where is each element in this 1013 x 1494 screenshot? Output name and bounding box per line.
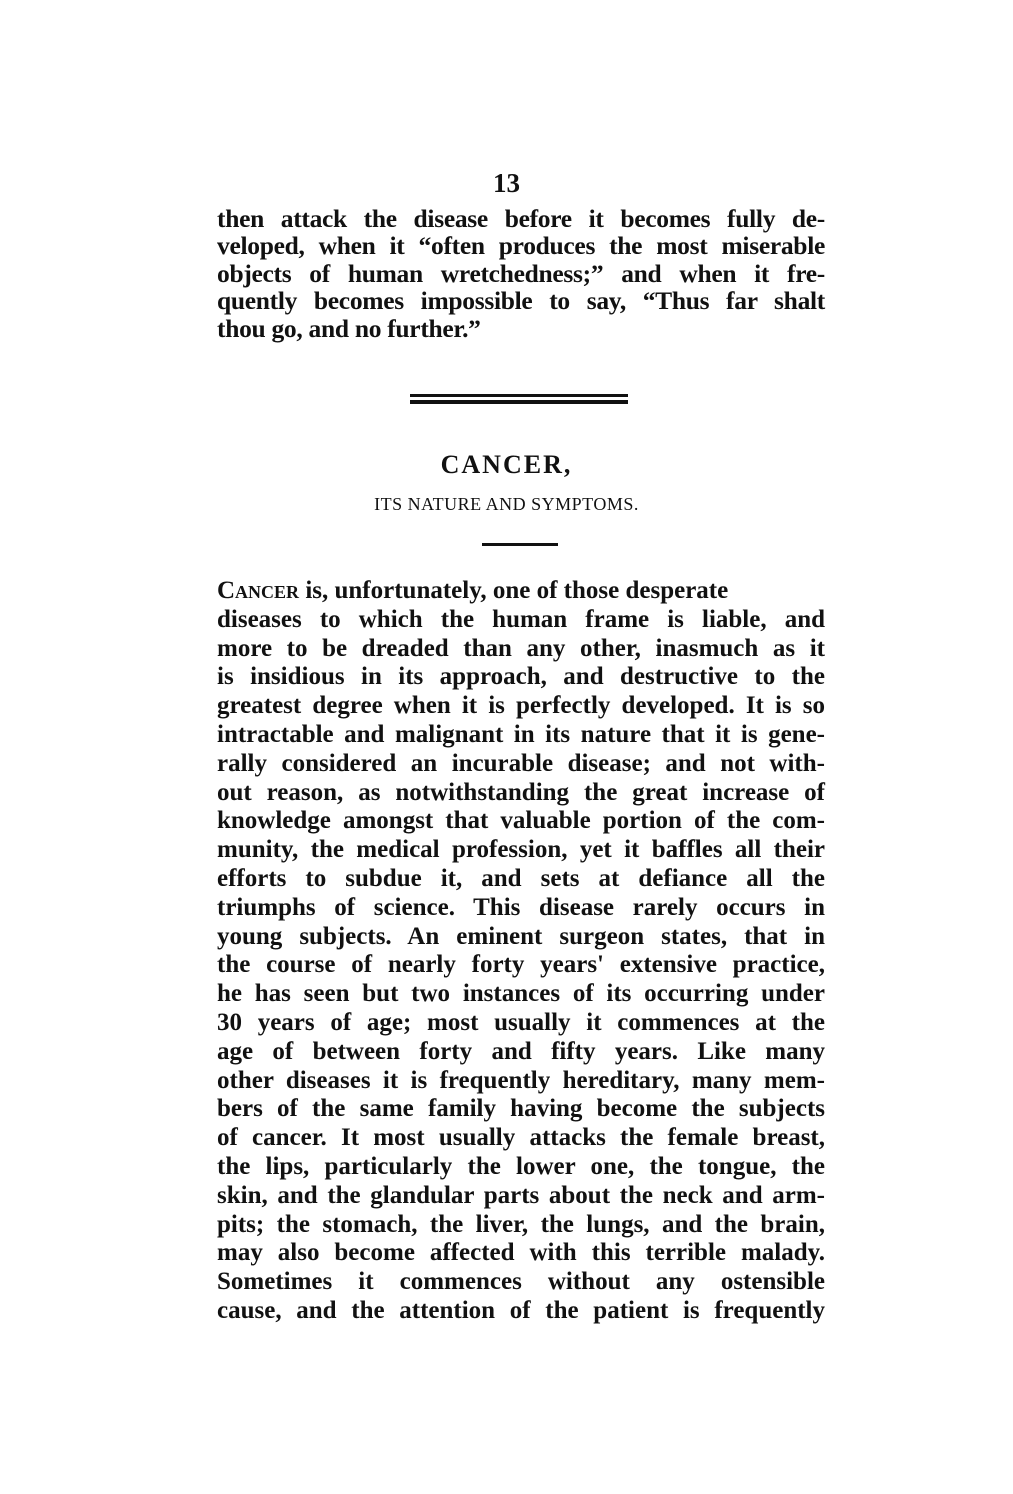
text-line: young subjects. An eminent surgeon states, that in xyxy=(217,922,825,950)
text-line: greatest degree when it is perfectly developed. It is so xyxy=(217,692,825,720)
text-line: veloped, when it “often produces the most miserable xyxy=(217,231,825,261)
text-line: is insidious in its approach, and destructive to the xyxy=(217,663,825,691)
text-line: 30 years of age; most usually it commences at the xyxy=(217,1008,825,1036)
section-subtitle: ITS NATURE AND SYMPTOMS. xyxy=(374,494,639,514)
text-line: the lips, particularly the lower one, the tongue, the xyxy=(217,1152,825,1180)
text-line: age of between forty and fifty years. Like many xyxy=(217,1037,825,1065)
drop-word: Cancer xyxy=(217,577,300,604)
text-line: thou go, and no further.” xyxy=(217,313,481,343)
text-line: intractable and malignant in its nature that it is gene- xyxy=(217,720,825,748)
short-rule-divider xyxy=(482,543,558,546)
text-line: Sometimes it commences without any ostensible xyxy=(217,1268,825,1296)
text-line: pits; the stomach, the liver, the lungs, and the brain, xyxy=(217,1210,825,1238)
double-rule-divider xyxy=(410,394,628,397)
text-line xyxy=(217,577,825,606)
body-paragraph xyxy=(217,577,825,1326)
text-line: rally considered an incurable disease; and not with- xyxy=(217,749,825,777)
intro-paragraph xyxy=(217,205,825,342)
text-line: other diseases it is frequently hereditary, many mem- xyxy=(217,1066,825,1094)
text-line: quently becomes impossible to say, “Thus far shalt xyxy=(217,286,825,316)
text-line: the course of nearly forty years' extensive practice, xyxy=(217,951,825,979)
text-line: cause, and the attention of the patient is frequently xyxy=(217,1296,825,1324)
text-line: munity, the medical profession, yet it baffles all their xyxy=(217,836,825,864)
text-line: bers of the same family having become the subjects xyxy=(217,1095,825,1123)
text-line: skin, and the glandular parts about the neck and arm- xyxy=(217,1181,825,1209)
section-title: CANCER, xyxy=(440,450,573,479)
text-line-rest: is, unfortunately, one of those desperate xyxy=(299,577,729,604)
text-line: he has seen but two instances of its occurring under xyxy=(217,980,825,1008)
text-line: may also become affected with this terrible malady. xyxy=(217,1239,825,1267)
page-number: 13 xyxy=(493,168,520,198)
text-line: efforts to subdue it, and sets at defiance all the xyxy=(217,864,825,892)
text-line: then attack the disease before it becomes fully de- xyxy=(217,204,825,233)
text-line: objects of human wretchedness;” and when it fre- xyxy=(217,258,825,288)
text-line: knowledge amongst that valuable portion of the com- xyxy=(217,807,825,835)
text-line: of cancer. It most usually attacks the female breast, xyxy=(217,1124,825,1152)
text-line: diseases to which the human frame is liable, and xyxy=(217,605,825,633)
text-line: out reason, as notwithstanding the great increase of xyxy=(217,778,825,806)
text-line: triumphs of science. This disease rarely occurs in xyxy=(217,893,825,921)
text-line: more to be dreaded than any other, inasmuch as it xyxy=(217,634,825,662)
double-rule-divider-lower xyxy=(410,400,628,404)
